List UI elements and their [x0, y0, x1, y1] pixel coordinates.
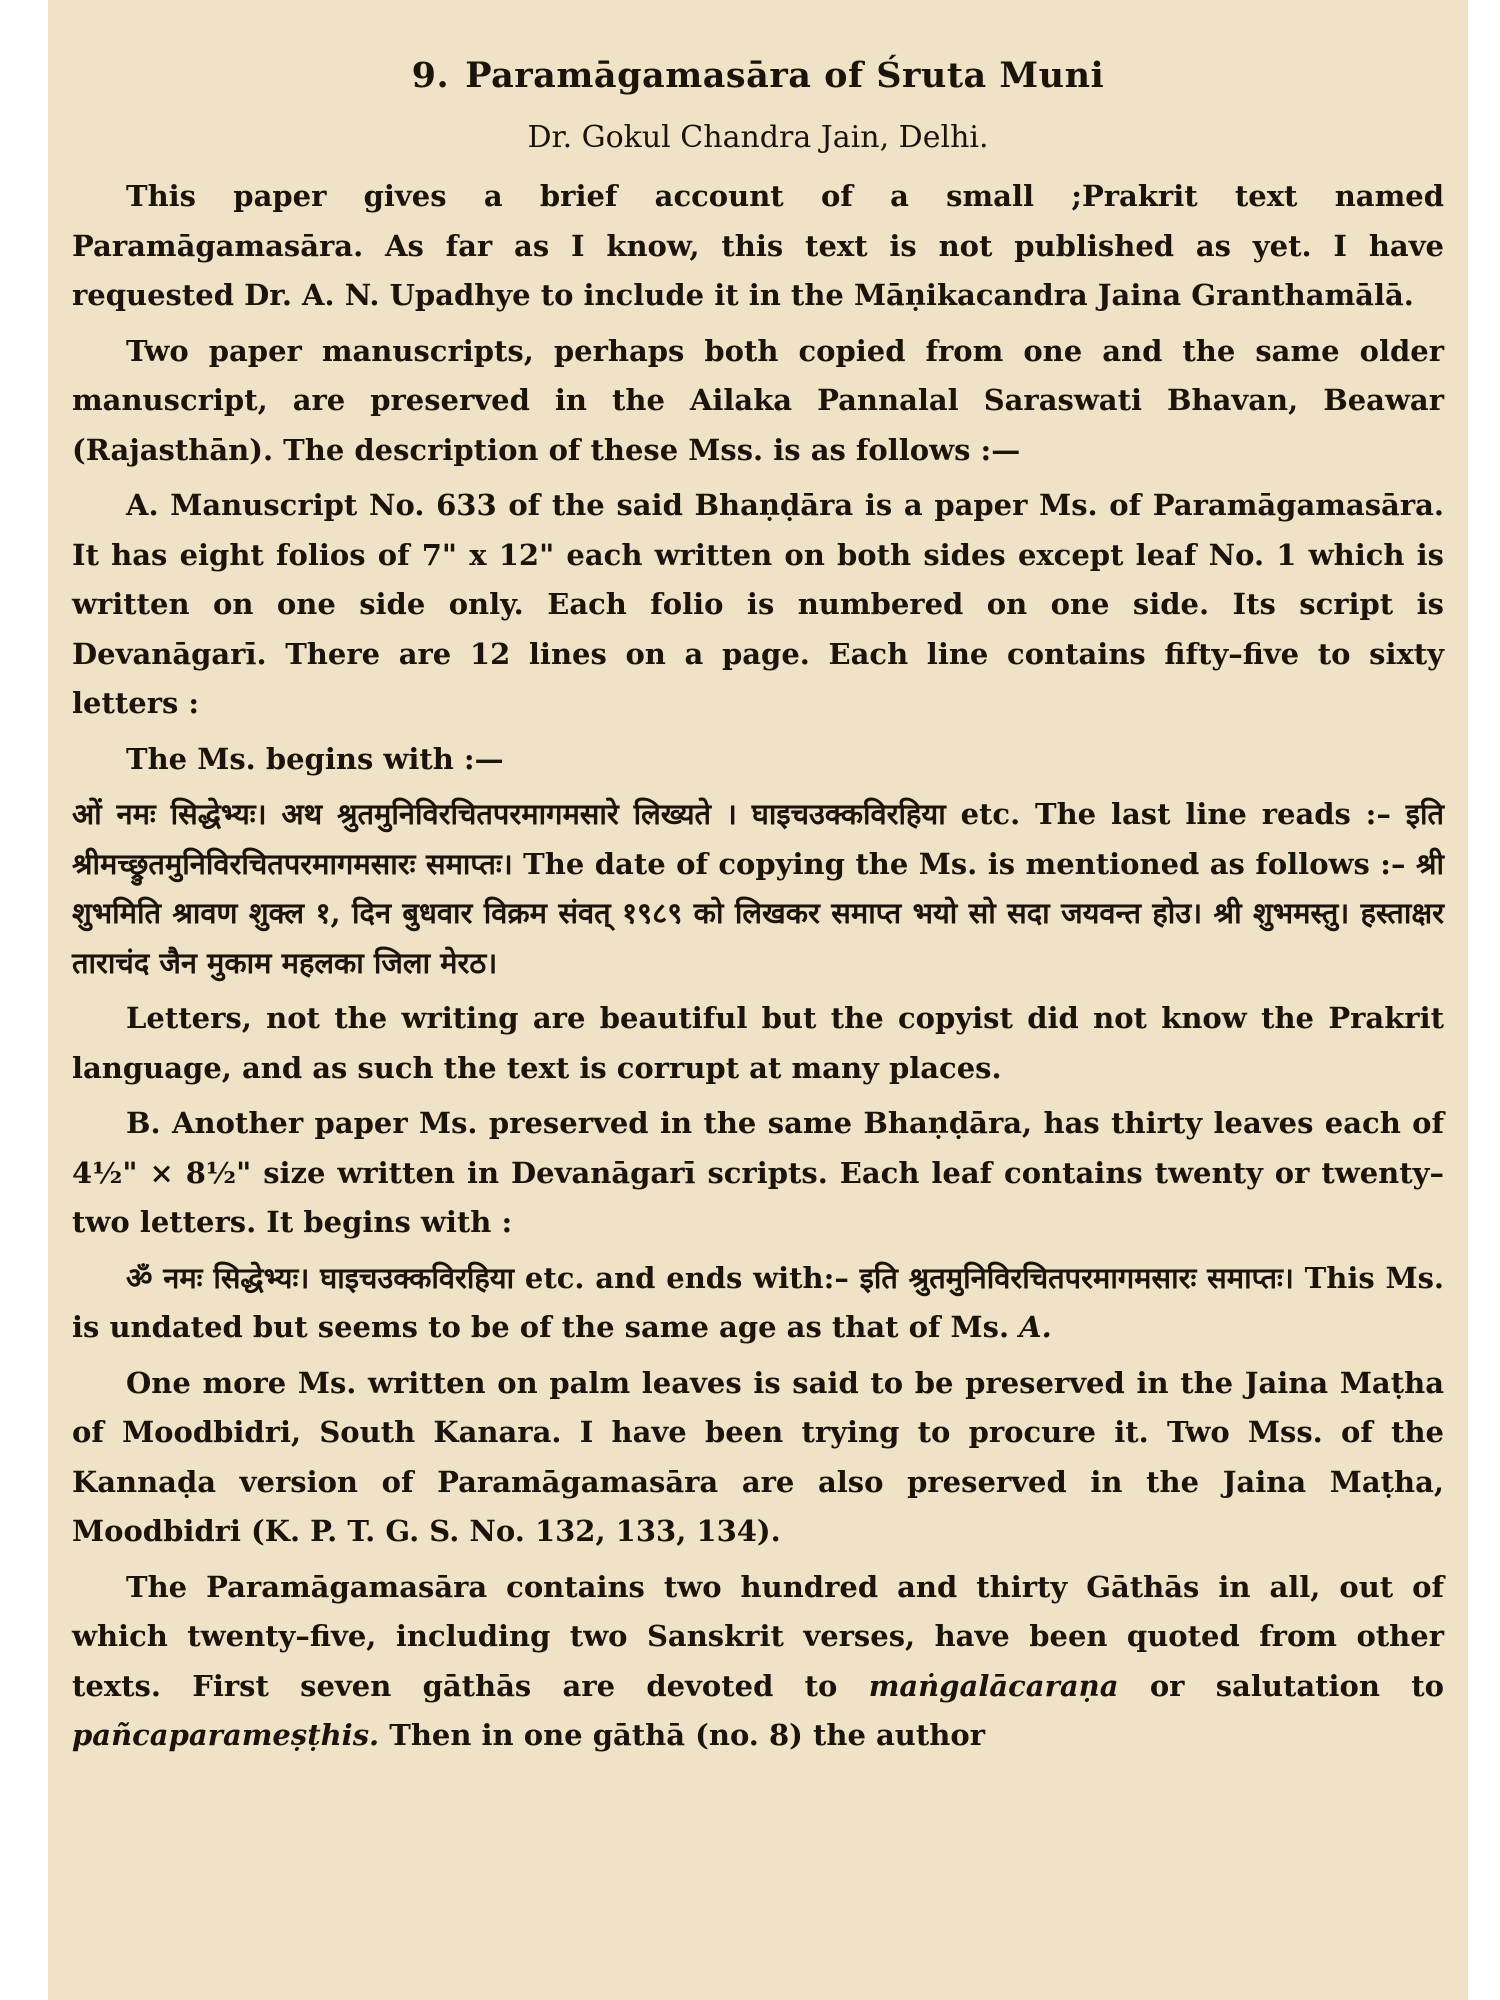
author-line: Dr. Gokul Chandra Jain, Delhi.: [527, 120, 989, 155]
article-number: 9.: [411, 55, 450, 96]
article-body: [72, 48, 1444, 1767]
scanned-page: [48, 0, 1468, 2000]
article-title-line: [72, 48, 1444, 104]
right-margin: [1468, 0, 1500, 2000]
ms-b-quote-text: ॐ नमः सिद्धेभ्यः। घाइचउक्कविरहिया etc. and ends with:– इति श्रुतमुनिविरचितपरमागमसारः समाप्तः। This Ms. is undated but seems to be of the same age as that of Ms.: [72, 1260, 1444, 1344]
paragraph-ms-a: A. Manuscript No. 633 of the said Bhaṇḍāra is a paper Ms. of Paramāgamasāra. It has eight folios of 7" x 12" each written on both sides except leaf No. 1 which is written on one side only. Each folio is numbered on one side. Its script is Devanāgarī. There are 12 lines on a page. Each line contains fifty–five to sixty letters :: [72, 488, 1444, 720]
paragraph-ms-begins: The Ms. begins with :—: [126, 741, 504, 776]
paragraph-intro: This paper gives a brief account of a small ;Prakrit text named Paramāgamasāra. As far as I know, this text is not published as yet. I have requested Dr. A. N. Upadhye to include it in the Māṇikacandra Jaina Granthamālā.: [72, 179, 1444, 312]
paragraph-palm-leaves: One more Ms. written on palm leaves is said to be preserved in the Jaina Maṭha of Moodbidri, South Kanara. I have been trying to procure it. Two Mss. of the Kannaḍa version of Paramāgamasāra are also preserved in the Jaina Maṭha, Moodbidri (K. P. T. G. S. No. 132, 133, 134).: [72, 1365, 1444, 1548]
paragraph-ms-b: B. Another paper Ms. preserved in the same Bhaṇḍāra, has thirty leaves each of 4½" × 8½" size written in Devanāgarī scripts. Each leaf contains twenty or twenty–two letters. It begins with :: [72, 1106, 1444, 1239]
paragraph-letters: Letters, not the writing are beautiful but the copyist did not know the Prakrit language, and as such the text is corrupt at many places.: [72, 1001, 1444, 1085]
ms-a-reference: A.: [1019, 1310, 1052, 1344]
paragraph-contents: [72, 1563, 1444, 1761]
term-mangalacarana: maṅgalācaraṇa: [868, 1668, 1119, 1703]
contents-text-c: Then in one gāthā (no. 8) the author: [389, 1718, 985, 1752]
term-pancaparamesthis: pañcaparameṣṭhis.: [72, 1718, 380, 1752]
left-margin: [0, 0, 48, 2000]
contents-text-a: The Paramāgamasāra contains two hundred and thirty Gāthās in all, out of which twenty–five, including two Sanskrit verses, have been quoted from other texts. First seven gāthās are devoted to: [72, 1569, 1444, 1703]
article-title: Paramāgamasāra of Śruta Muni: [465, 55, 1105, 96]
contents-text-b: or salutation to: [1149, 1668, 1444, 1703]
paragraph-devanagari-quote: ओं नमः सिद्धेभ्यः। अथ श्रुतमुनिविरचितपरमागमसारे लिख्यते । घाइचउक्कविरहिया etc. The last line reads :– इति श्रीमच्छ्रुतमुनिविरचितपरमागमसारः समाप्तः। The date of copying the Ms. is mentioned as follows :– श्री शुभमिति श्रावण शुक्ल १, दिन बुधवार विक्रम संवत् १९८९ को लिखकर समाप्त भयो सो सदा जयवन्त होउ। श्री शुभमस्तु। हस्ताक्षर ताराचंद जैन मुकाम महलका जिला मेरठ।: [72, 797, 1444, 980]
paragraph-manuscripts: Two paper manuscripts, perhaps both copied from one and the same older manuscript, are preserved in the Ailaka Pannalal Saraswati Bhavan, Beawar (Rajasthān). The description of these Mss. is as follows :—: [72, 333, 1444, 467]
paragraph-ms-b-quote: [72, 1254, 1444, 1353]
